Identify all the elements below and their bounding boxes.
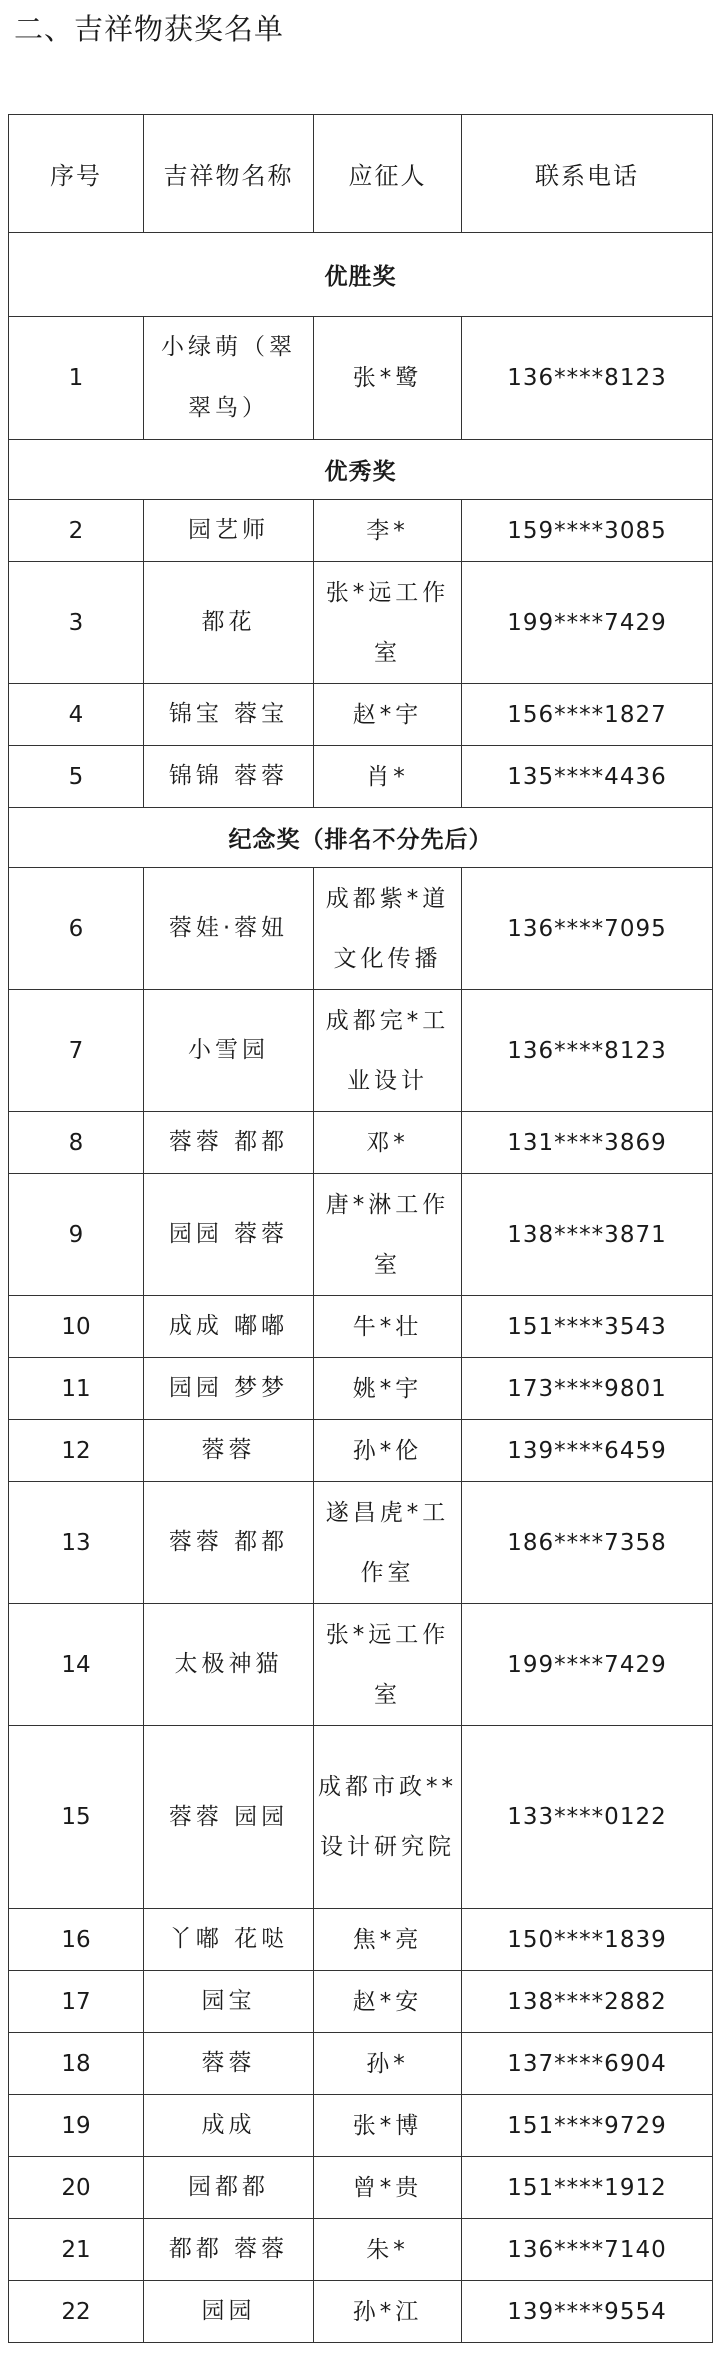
cell-phone: 186****7358 [462,1482,713,1604]
cell-phone: 136****7095 [462,868,713,990]
cell-phone: 151****3543 [462,1296,713,1358]
table-row [9,2095,713,2157]
cell-mascot-name: 园园 蓉蓉 [144,1174,314,1296]
cell-applicant: 赵*宇 [314,684,462,746]
table-row [9,500,713,562]
table-row [9,1604,713,1726]
cell-applicant: 孙*伦 [314,1420,462,1482]
cell-phone: 139****9554 [462,2281,713,2343]
cell-mascot-name: 锦宝 蓉宝 [144,684,314,746]
table-row [9,1726,713,1909]
cell-number: 6 [9,868,144,990]
cell-applicant: 孙* [314,2033,462,2095]
cell-number: 14 [9,1604,144,1726]
cell-phone: 137****6904 [462,2033,713,2095]
cell-phone: 136****8123 [462,990,713,1112]
cell-applicant: 遂昌虎*工作室 [314,1482,462,1604]
section-header-row [9,233,713,317]
cell-mascot-name: 蓉蓉 [144,2033,314,2095]
cell-phone: 159****3085 [462,500,713,562]
cell-number: 1 [9,317,144,440]
table-row [9,868,713,990]
cell-number: 16 [9,1909,144,1971]
cell-number: 18 [9,2033,144,2095]
header-row [9,115,713,233]
cell-mascot-name: 都都 蓉蓉 [144,2219,314,2281]
table-row [9,1358,713,1420]
cell-number: 7 [9,990,144,1112]
cell-mascot-name: 园艺师 [144,500,314,562]
cell-applicant: 唐*淋工作室 [314,1174,462,1296]
winners-table [8,114,713,2343]
table-row [9,684,713,746]
section-header-row [9,808,713,868]
table-row [9,1174,713,1296]
page-heading: 二、吉祥物获奖名单 [14,12,285,46]
section-title: 优秀奖 [9,440,713,500]
cell-number: 2 [9,500,144,562]
table-row [9,2157,713,2219]
column-header-mascot-name: 吉祥物名称 [144,115,314,233]
cell-mascot-name: 成成 嘟嘟 [144,1296,314,1358]
cell-number: 3 [9,562,144,684]
section-title: 优胜奖 [9,233,713,317]
cell-number: 12 [9,1420,144,1482]
table-row [9,2219,713,2281]
cell-phone: 135****4436 [462,746,713,808]
cell-phone: 151****1912 [462,2157,713,2219]
cell-phone: 136****8123 [462,317,713,440]
cell-phone: 138****3871 [462,1174,713,1296]
section-title: 纪念奖（排名不分先后） [9,808,713,868]
cell-phone: 173****9801 [462,1358,713,1420]
cell-phone: 151****9729 [462,2095,713,2157]
cell-applicant: 肖* [314,746,462,808]
cell-applicant: 成都市政**设计研究院 [314,1726,462,1909]
column-header-applicant: 应征人 [314,115,462,233]
cell-phone: 199****7429 [462,1604,713,1726]
cell-mascot-name: 园园 梦梦 [144,1358,314,1420]
cell-applicant: 姚*宇 [314,1358,462,1420]
cell-mascot-name: 成成 [144,2095,314,2157]
table-row [9,1112,713,1174]
table-row [9,2033,713,2095]
cell-mascot-name: 小绿萌（翠翠鸟） [144,317,314,440]
cell-phone: 138****2882 [462,1971,713,2033]
cell-mascot-name: 蓉蓉 都都 [144,1112,314,1174]
cell-mascot-name: 蓉娃·蓉妞 [144,868,314,990]
table-row [9,1296,713,1358]
cell-number: 5 [9,746,144,808]
cell-number: 20 [9,2157,144,2219]
cell-applicant: 牛*壮 [314,1296,462,1358]
table-row [9,746,713,808]
cell-phone: 136****7140 [462,2219,713,2281]
cell-applicant: 赵*安 [314,1971,462,2033]
table-row [9,317,713,440]
cell-mascot-name: 园园 [144,2281,314,2343]
cell-number: 19 [9,2095,144,2157]
section-header-row [9,440,713,500]
cell-number: 17 [9,1971,144,2033]
table-row [9,1482,713,1604]
cell-applicant: 张*鹭 [314,317,462,440]
cell-phone: 150****1839 [462,1909,713,1971]
cell-mascot-name: 锦锦 蓉蓉 [144,746,314,808]
cell-mascot-name: 蓉蓉 园园 [144,1726,314,1909]
cell-mascot-name: 园都都 [144,2157,314,2219]
cell-number: 15 [9,1726,144,1909]
cell-applicant: 邓* [314,1112,462,1174]
cell-applicant: 成都紫*道文化传播 [314,868,462,990]
column-header-number: 序号 [9,115,144,233]
column-header-phone: 联系电话 [462,115,713,233]
cell-applicant: 张*远工作室 [314,562,462,684]
cell-applicant: 李* [314,500,462,562]
cell-number: 9 [9,1174,144,1296]
cell-applicant: 曾*贵 [314,2157,462,2219]
cell-applicant: 朱* [314,2219,462,2281]
cell-mascot-name: 园宝 [144,1971,314,2033]
table-row [9,2281,713,2343]
cell-mascot-name: 蓉蓉 [144,1420,314,1482]
table-row [9,1971,713,2033]
cell-phone: 139****6459 [462,1420,713,1482]
cell-phone: 131****3869 [462,1112,713,1174]
cell-phone: 156****1827 [462,684,713,746]
cell-number: 13 [9,1482,144,1604]
cell-applicant: 张*远工作室 [314,1604,462,1726]
cell-number: 4 [9,684,144,746]
cell-applicant: 张*博 [314,2095,462,2157]
cell-applicant: 焦*亮 [314,1909,462,1971]
cell-number: 8 [9,1112,144,1174]
table-row [9,1420,713,1482]
cell-number: 22 [9,2281,144,2343]
cell-mascot-name: 蓉蓉 都都 [144,1482,314,1604]
cell-mascot-name: 太极神猫 [144,1604,314,1726]
cell-phone: 133****0122 [462,1726,713,1909]
table-row [9,1909,713,1971]
cell-number: 21 [9,2219,144,2281]
cell-applicant: 孙*江 [314,2281,462,2343]
cell-phone: 199****7429 [462,562,713,684]
cell-number: 10 [9,1296,144,1358]
cell-mascot-name: 小雪园 [144,990,314,1112]
cell-mascot-name: 都花 [144,562,314,684]
cell-mascot-name: 丫嘟 花哒 [144,1909,314,1971]
table-row [9,990,713,1112]
table-row [9,562,713,684]
cell-number: 11 [9,1358,144,1420]
cell-applicant: 成都完*工业设计 [314,990,462,1112]
